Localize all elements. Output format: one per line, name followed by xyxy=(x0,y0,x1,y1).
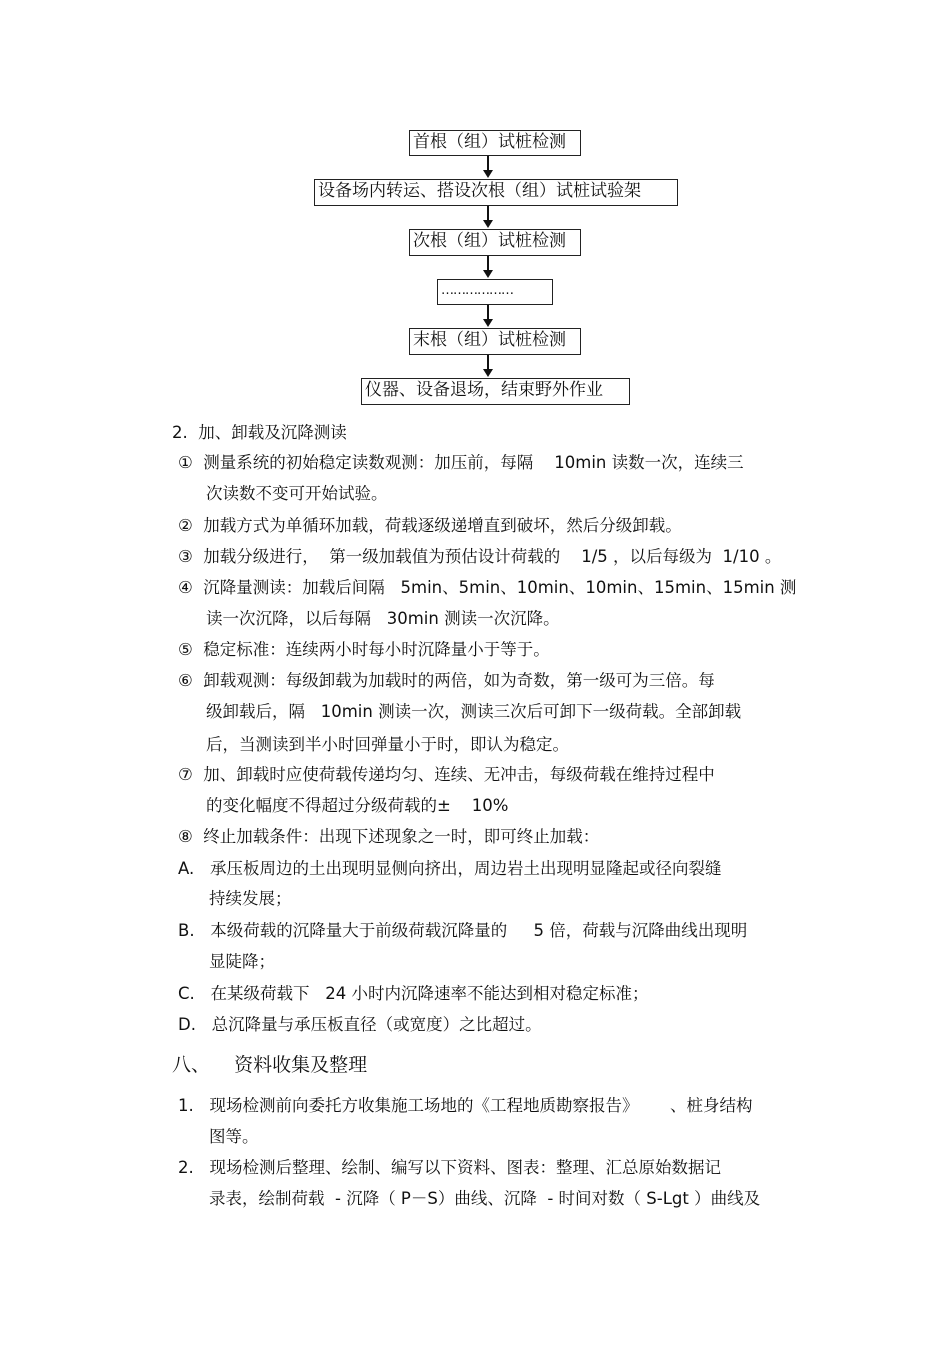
arrow-down-icon xyxy=(483,170,493,178)
flow-connector xyxy=(487,156,489,170)
list-item-continuation: 显陡降； xyxy=(209,952,275,971)
list-item: 2. 现场检测后整理、绘制、编写以下资料、图表：整理、汇总原始数据记 xyxy=(178,1158,721,1177)
list-item: ③ 加载分级进行， 第一级加载值为预估设计荷载的 1/5 ，以后每级为 1/10 。 xyxy=(178,547,782,566)
list-item: D. 总沉降量与承压板直径（或宽度）之比超过。 xyxy=(178,1015,542,1034)
list-item: ⑦ 加、卸载时应使荷载传递均匀、连续、无冲击，每级荷载在维持过程中 xyxy=(178,765,715,784)
list-item-continuation: 读一次沉降，以后每隔 30min 测读一次沉降。 xyxy=(206,609,560,628)
list-item-continuation: 录表，绘制荷载 - 沉降（ P－S）曲线、沉降 - 时间对数（ S-Lgt ）曲线及 xyxy=(209,1189,761,1208)
flow-connector xyxy=(487,305,489,319)
list-item-continuation: 持续发展； xyxy=(209,889,292,908)
list-item: ④ 沉降量测读：加载后间隔 5min、5min、10min、10min、15min、15min 测 xyxy=(178,578,797,597)
flow-step-5: 仪器、设备退场，结束野外作业 xyxy=(361,378,630,405)
flow-step-3: 次根（组）试桩检测 xyxy=(409,229,581,256)
flow-connector xyxy=(487,256,489,270)
list-item: ⑧ 终止加载条件：出现下述现象之一时，即可终止加载： xyxy=(178,827,600,846)
flow-step-4: 末根（组）试桩检测 xyxy=(409,328,581,355)
flow-step-ellipsis: ……………… xyxy=(437,279,553,305)
list-item-continuation: 级卸载后，隔 10min 测读一次，测读三次后可卸下一级荷载。全部卸载 xyxy=(206,702,742,721)
list-item-continuation: 后，当测读到半小时回弹量小于时，即认为稳定。 xyxy=(206,735,569,754)
list-item: A. 承压板周边的土出现明显侧向挤出，周边岩土出现明显隆起或径向裂缝 xyxy=(178,859,722,878)
arrow-down-icon xyxy=(483,270,493,278)
list-item-continuation: 的变化幅度不得超过分级荷载的± 10% xyxy=(206,796,509,815)
list-item: ⑥ 卸载观测：每级卸载为加载时的两倍，如为奇数，第一级可为三倍。每 xyxy=(178,671,715,690)
section-heading: 八、 资料收集及整理 xyxy=(172,1054,368,1076)
arrow-down-icon xyxy=(483,220,493,228)
arrow-down-icon xyxy=(483,319,493,327)
list-item: ① 测量系统的初始稳定读数观测：加压前，每隔 10min 读数一次，连续三 xyxy=(178,453,744,472)
list-item: ⑤ 稳定标准：连续两小时每小时沉降量小于等于。 xyxy=(178,640,550,659)
section-title: 2. 加、卸载及沉降测读 xyxy=(172,423,347,442)
list-item-continuation: 图等。 xyxy=(209,1127,259,1146)
flow-step-2: 设备场内转运、搭设次根（组）试桩试验架 xyxy=(314,179,678,206)
list-item: ② 加载方式为单循环加载，荷载逐级递增直到破坏，然后分级卸载。 xyxy=(178,516,682,535)
flow-connector xyxy=(487,206,489,220)
list-item: C. 在某级荷载下 24 小时内沉降速率不能达到相对稳定标准； xyxy=(178,984,649,1003)
list-item-continuation: 次读数不变可开始试验。 xyxy=(206,484,388,503)
arrow-down-icon xyxy=(483,369,493,377)
flow-step-1: 首根（组）试桩检测 xyxy=(409,130,581,156)
list-item: B. 本级荷载的沉降量大于前级荷载沉降量的 5 倍，荷载与沉降曲线出现明 xyxy=(178,921,748,940)
flow-connector xyxy=(487,355,489,369)
list-item: 1. 现场检测前向委托方收集施工场地的《工程地质勘察报告》 、桩身结构 xyxy=(178,1096,753,1115)
